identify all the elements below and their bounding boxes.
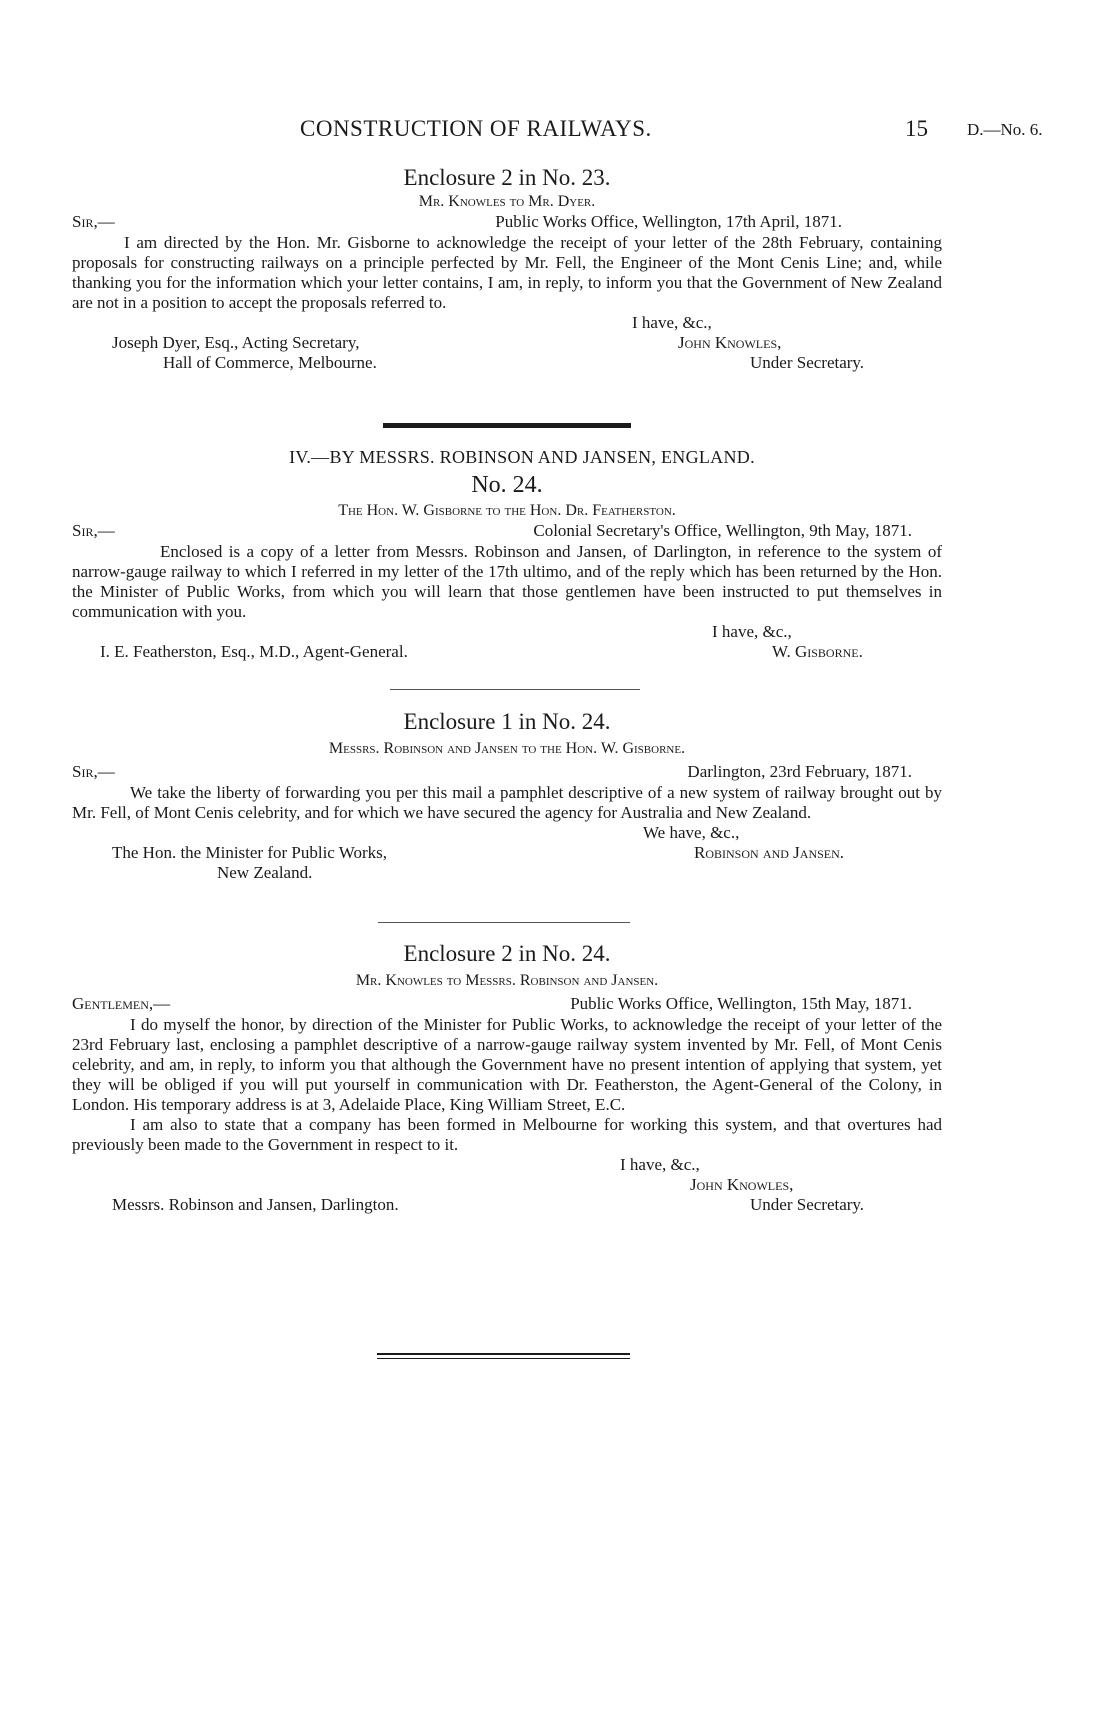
page-title: CONSTRUCTION OF RAILWAYS. <box>300 116 652 141</box>
addressee-line-2: New Zealand. <box>217 863 313 882</box>
addressee-title-row <box>72 353 942 373</box>
salutation: Sir,— <box>72 212 115 231</box>
addressee: The Hon. the Minister for Public Works, <box>112 843 388 862</box>
closing: I have, &c., <box>712 622 792 641</box>
closing-row <box>72 823 942 843</box>
signature-title: Under Secretary. <box>750 353 865 372</box>
section-divider <box>383 423 631 428</box>
closing: I have, &c., <box>632 313 712 332</box>
signature: John Knowles, <box>678 333 782 352</box>
letter-sender: Mr. Knowles to Mr. Dyer. <box>418 193 596 210</box>
signature: W. Gisborne. <box>772 642 863 661</box>
letter-enclosure-1-no-24 <box>72 708 942 883</box>
closing-row <box>72 313 942 333</box>
salutation-row <box>72 521 942 542</box>
letter-enclosure-2-no-23 <box>72 164 942 373</box>
salutation-row <box>72 994 942 1015</box>
addressee-line-2-row <box>72 863 942 883</box>
letter-sender: Messrs. Robinson and Jansen to the Hon. W. Gisborne. <box>328 740 686 757</box>
letter-divider <box>378 922 630 923</box>
place-date: Colonial Secretary's Office, Wellington, 9th May, 1871. <box>533 521 912 540</box>
addressee: Joseph Dyer, Esq., Acting Secretary, <box>112 333 360 352</box>
place-date: Public Works Office, Wellington, 15th May, 1871. <box>570 994 912 1013</box>
addressee-signature-row <box>72 333 942 353</box>
end-rule-top <box>377 1353 630 1355</box>
letter-enclosure-2-no-24 <box>72 940 942 1215</box>
closing: I have, &c., <box>620 1155 700 1174</box>
salutation: Gentlemen,— <box>72 994 171 1013</box>
addressee-signature-row <box>72 642 942 662</box>
letter-body: I am directed by the Hon. Mr. Gisborne to acknowledge the receipt of your letter of the 28th February, containing proposals for constructing railways on a principle perfected by Mr. Fell, the Engineer of the Mont Cenis Line; and, while thanking you for the information which your letter contains, I am, in reply, to inform you that the Government of New Zealand are not in a position to accept the proposals referred to. <box>72 233 942 312</box>
section-iv <box>72 445 942 662</box>
running-head <box>0 116 1114 146</box>
place-date: Darlington, 23rd February, 1871. <box>687 762 912 781</box>
closing-row <box>72 622 942 642</box>
signature-row <box>72 1175 942 1195</box>
salutation: Sir,— <box>72 521 115 540</box>
enclosure-title: Enclosure 2 in No. 23. <box>403 165 611 190</box>
section-heading: IV.—BY MESSRS. ROBINSON AND JANSEN, ENGLAND. <box>289 447 755 467</box>
addressee: I. E. Featherston, Esq., M.D., Agent-General. <box>100 642 408 661</box>
signature-title: Under Secretary. <box>750 1195 865 1214</box>
addressee: Messrs. Robinson and Jansen, Darlington. <box>112 1195 399 1214</box>
signature: John Knowles, <box>690 1175 794 1194</box>
salutation-row <box>72 212 942 233</box>
enclosure-title: Enclosure 1 in No. 24. <box>403 709 611 734</box>
page-number: 15 <box>905 116 928 141</box>
letter-divider <box>390 689 640 690</box>
place-date: Public Works Office, Wellington, 17th April, 1871. <box>495 212 842 231</box>
addressee-signature-row <box>72 843 942 863</box>
letter-body-paragraph-1: I do myself the honor, by direction of the Minister for Public Works, to acknowledge the receipt of your letter of the 23rd February last, enclosing a pamphlet descriptive of a narrow-gauge railway system invented by Mr. Fell, of Mont Cenis celebrity, and am, in reply, to inform you that although the Government have no present intention of applying that system, yet they will be obliged if you will put yourself in communication with Dr. Featherston, the Agent-General of the Colony, in London. His temporary address is at 3, Adelaide Place, King William Street, E.C. <box>72 1015 942 1114</box>
closing-row <box>72 1155 942 1175</box>
letter-body: We take the liberty of forwarding you per this mail a pamphlet descriptive of a new system of railway brought out by Mr. Fell, of Mont Cenis celebrity, and for which we have secured the agency for Australia and New Zealand. <box>72 783 942 822</box>
salutation: Sir,— <box>72 762 115 781</box>
signature: Robinson and Jansen. <box>694 843 845 862</box>
letter-sender: The Hon. W. Gisborne to the Hon. Dr. Featherston. <box>338 502 676 519</box>
enclosure-title: Enclosure 2 in No. 24. <box>403 941 611 966</box>
document-number: No. 24. <box>471 472 543 498</box>
letter-sender: Mr. Knowles to Messrs. Robinson and Jansen. <box>355 972 659 989</box>
end-rule-bottom <box>377 1358 630 1359</box>
letter-body: Enclosed is a copy of a letter from Messrs. Robinson and Jansen, of Darlington, in reference to the system of narrow-gauge railway to which I referred in my letter of the 17th ultimo, and of the reply which has been returned by the Hon. the Minister of Public Works, from which you will learn that those gentlemen have been instructed to put themselves in communication with you. <box>72 542 942 621</box>
salutation-row <box>72 762 942 783</box>
addressee-title-row <box>72 1195 942 1215</box>
letter-body-paragraph-2: I am also to state that a company has been formed in Melbourne for working this system, and that overtures had previously been made to the Government in respect to it. <box>72 1115 942 1154</box>
addressee-line-2: Hall of Commerce, Melbourne. <box>163 353 377 372</box>
paper-reference: D.—No. 6. <box>967 120 1043 139</box>
closing: We have, &c., <box>643 823 740 842</box>
